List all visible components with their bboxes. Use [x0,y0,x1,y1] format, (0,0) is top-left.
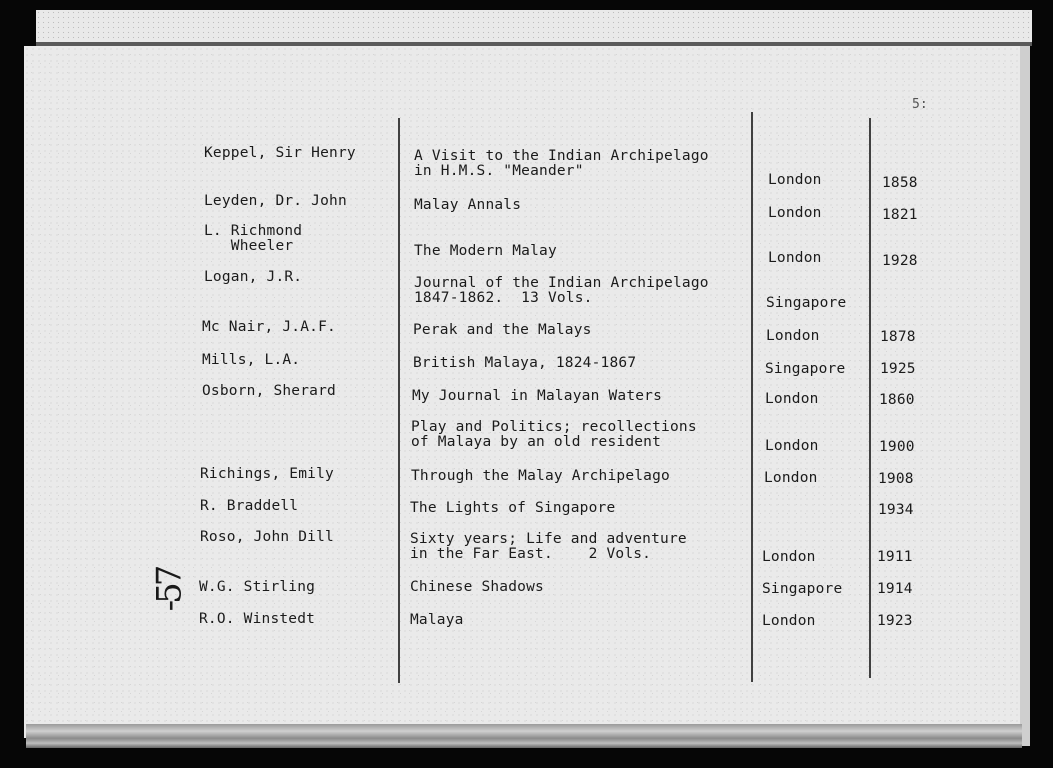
place-cell: London [766,328,820,344]
title-cell: Sixty years; Life and adventure in the Far East. 2 Vols. [410,531,687,562]
author-cell: W.G. Stirling [199,579,316,595]
author-cell: Mills, L.A. [202,352,301,368]
title-cell: Chinese Shadows [410,579,544,595]
year-cell: 1914 [877,581,913,597]
title-cell: Malay Annals [414,197,522,213]
author-cell: Roso, John Dill [200,529,334,545]
year-cell: 1878 [880,329,916,345]
place-cell: London [762,613,816,629]
column-rule-year [869,118,871,678]
place-cell: Singapore [765,361,846,377]
place-cell: London [765,438,819,454]
author-cell: Leyden, Dr. John [204,193,347,209]
page-right-edge [1020,46,1030,746]
author-cell: Keppel, Sir Henry [204,145,356,161]
year-cell: 1923 [877,613,913,629]
place-cell: London [768,172,822,188]
title-cell: A Visit to the Indian Archipelago in H.M.S. "Meander" [414,148,709,179]
title-cell: Journal of the Indian Archipelago 1847-1862. 13 Vols. [414,275,709,306]
place-cell: London [765,391,819,407]
column-rule-title [398,118,400,683]
title-cell: Play and Politics; recollections of Malaya by an old resident [411,419,697,450]
year-cell: 1860 [879,392,915,408]
year-cell: 1908 [878,471,914,487]
place-cell: London [762,549,816,565]
author-cell: Logan, J.R. [204,269,303,285]
year-cell: 1934 [878,502,914,518]
year-cell: 1821 [882,207,918,223]
author-cell: Osborn, Sherard [202,383,336,399]
column-rule-place [751,112,753,682]
title-cell: Perak and the Malays [413,322,592,338]
place-cell: Singapore [762,581,843,597]
author-cell: L. Richmond Wheeler [204,223,303,254]
author-cell: R. Braddell [200,498,299,514]
title-cell: My Journal in Malayan Waters [412,388,663,404]
title-cell: Malaya [410,612,464,628]
title-cell: The Modern Malay [414,243,557,259]
handwritten-page-number: -57 [149,568,190,612]
author-cell: R.O. Winstedt [199,611,316,627]
title-cell: British Malaya, 1824-1867 [413,355,637,371]
place-cell: Singapore [766,295,847,311]
previous-page-edge [36,10,1032,44]
title-cell: The Lights of Singapore [410,500,616,516]
year-cell: 1925 [880,361,916,377]
place-cell: London [768,205,822,221]
year-cell: 1928 [882,253,918,269]
author-cell: Richings, Emily [200,466,334,482]
page-bottom-edge [26,724,1022,748]
place-cell: London [764,470,818,486]
author-cell: Mc Nair, J.A.F. [202,319,336,335]
year-cell: 1858 [882,175,918,191]
place-cell: London [768,250,822,266]
year-cell: 1911 [877,549,913,565]
title-cell: Through the Malay Archipelago [411,468,670,484]
year-cell: 1900 [879,439,915,455]
page-corner-mark: 5: [912,97,928,112]
